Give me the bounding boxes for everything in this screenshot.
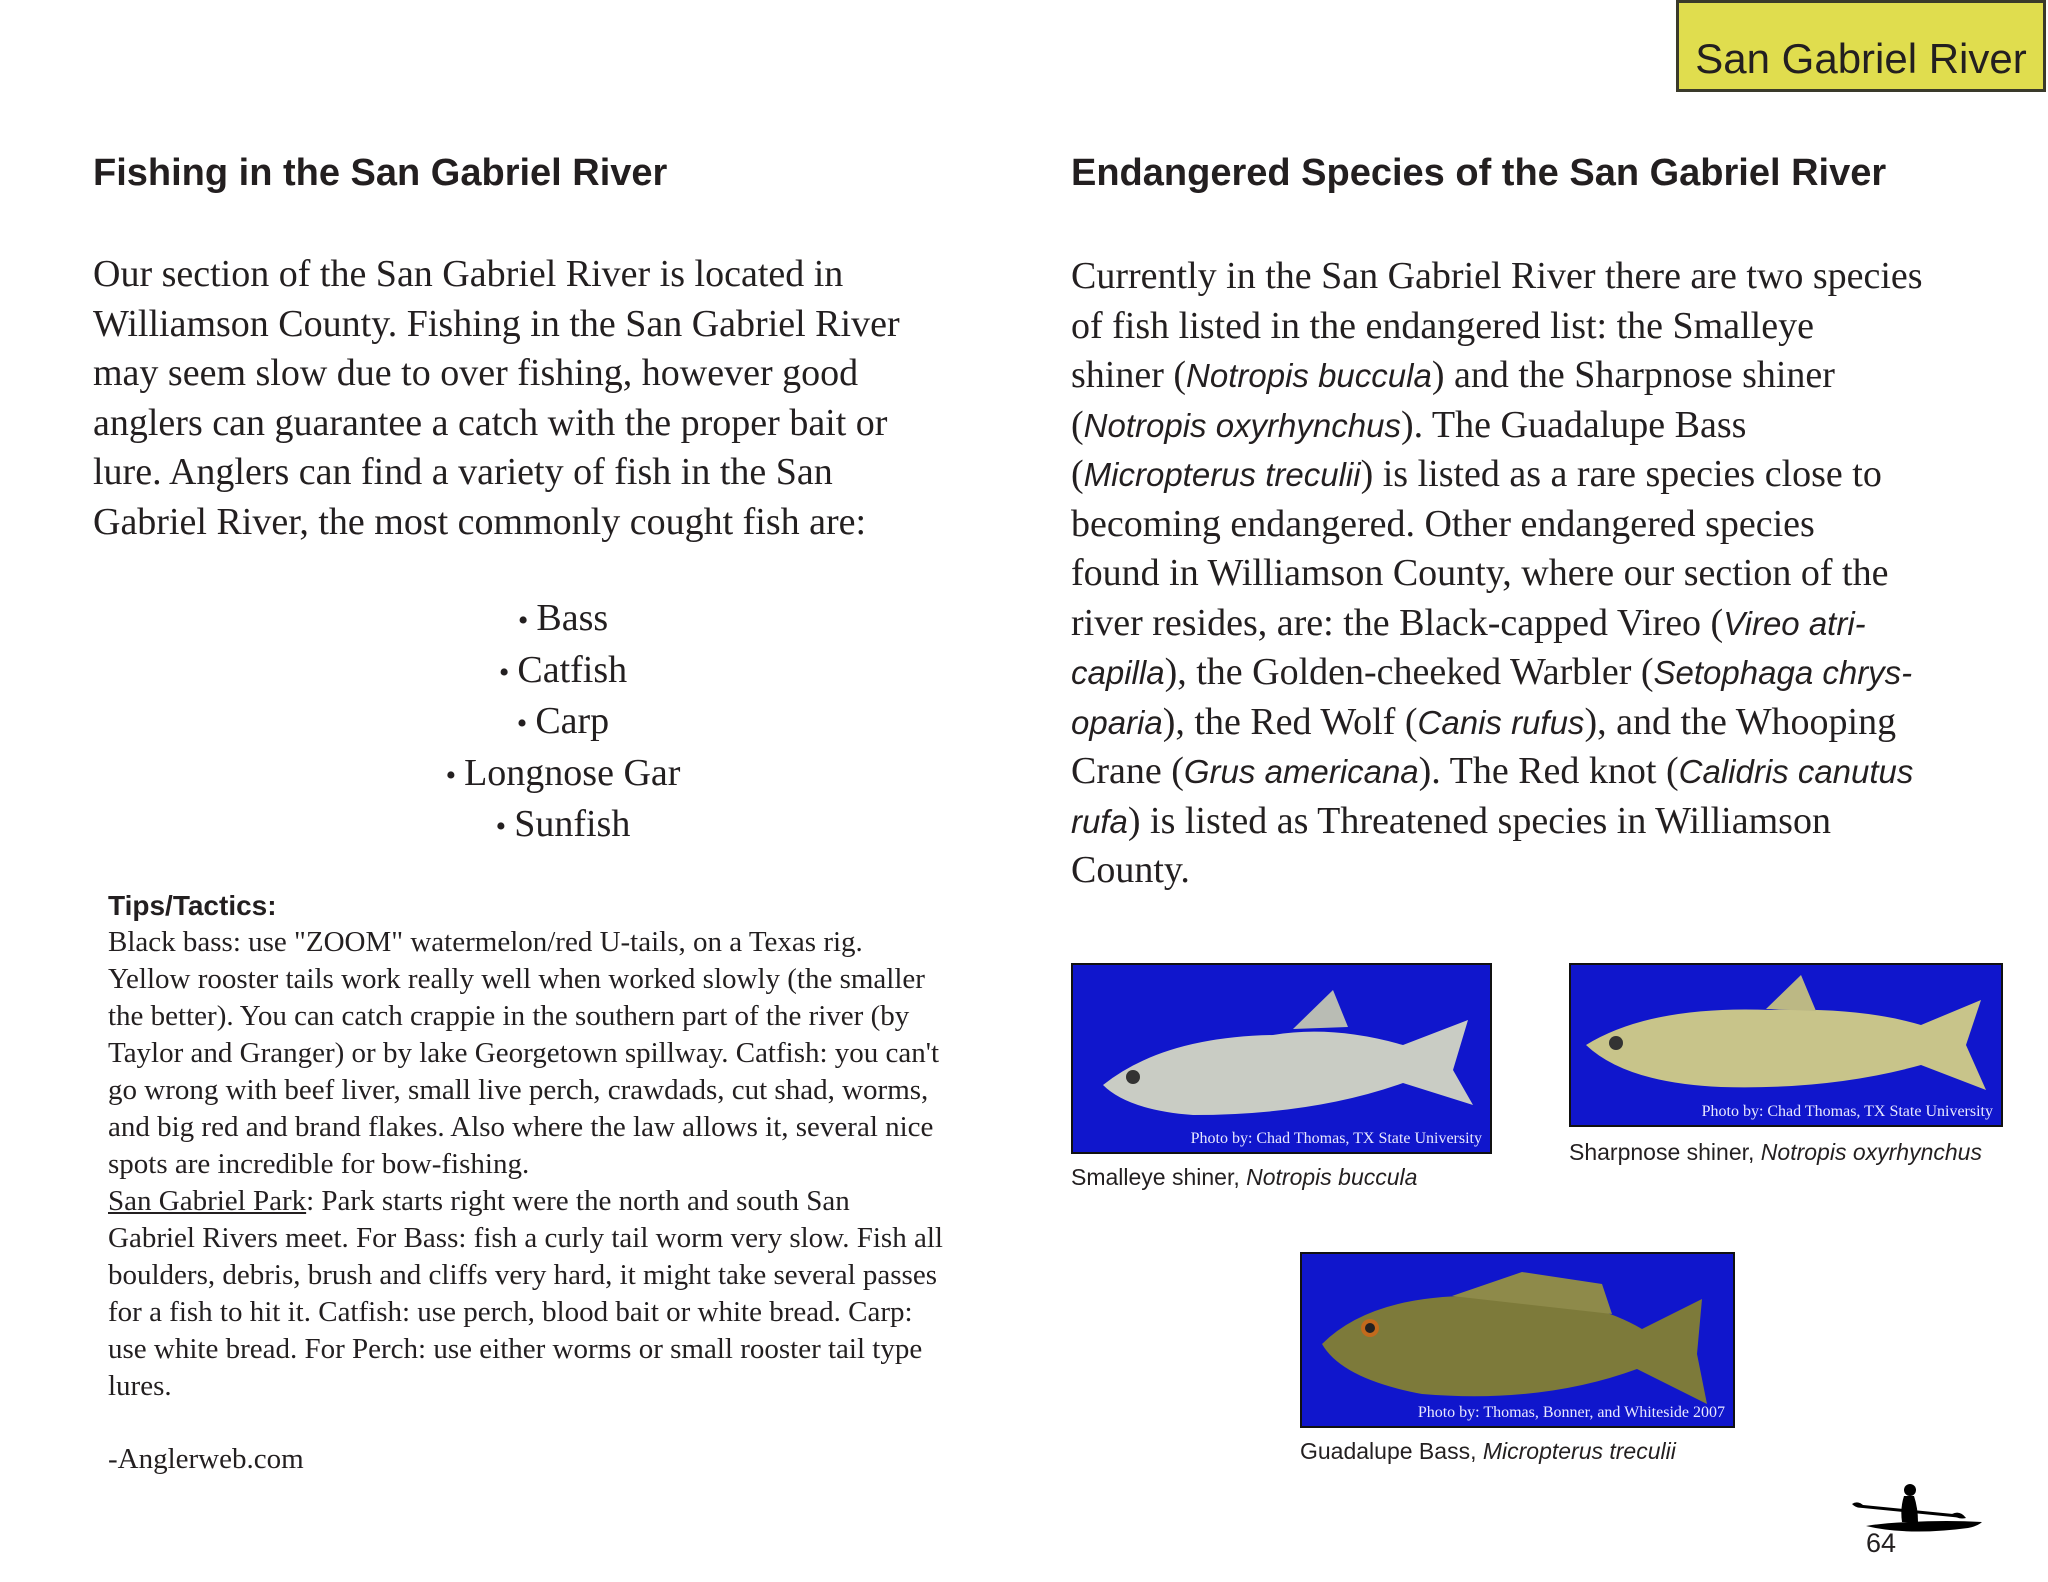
- fish-name: Sunfish: [514, 803, 631, 845]
- tips-line: lures.: [108, 1370, 172, 1402]
- tips-source: -Anglerweb.com: [108, 1443, 304, 1475]
- bullet-icon: •: [495, 810, 507, 843]
- fish-name: Carp: [535, 700, 610, 742]
- guadalupe-bass-caption: [1300, 1438, 1676, 1465]
- endangered-line: [1071, 401, 2011, 451]
- fishing-heading: Fishing in the San Gabriel River: [93, 152, 668, 194]
- tips-line: Taylor and Granger) or by lake Georgetown spillway. Catfish: you can't: [108, 1037, 940, 1069]
- photo-credit: Photo by: Chad Thomas, TX State University: [1190, 1130, 1482, 1147]
- text-segment: Currently in the San Gabriel River there are two species: [1071, 255, 1923, 297]
- park-line: [108, 1183, 1008, 1220]
- endangered-line: [1071, 549, 2011, 599]
- fish-list-item: [93, 749, 1033, 801]
- fish-name: Catfish: [517, 648, 628, 691]
- text-segment: County.: [1071, 849, 1190, 891]
- text-segment: (: [1071, 403, 1084, 446]
- text-segment: ) is listed as a rare species close to: [1360, 453, 1882, 495]
- bullet-icon: •: [516, 707, 528, 740]
- scientific-name: rufa: [1071, 802, 1128, 840]
- fish-image: [1073, 965, 1494, 1156]
- text-segment: river resides, are: the Black-capped Vireo (: [1071, 601, 1724, 644]
- fish-list: [93, 594, 1033, 852]
- tips-line: Yellow rooster tails work really well when worked slowly (the smaller: [108, 963, 925, 995]
- endangered-line: [1071, 648, 2011, 698]
- scientific-name: Notropis buccula: [1186, 357, 1432, 394]
- endangered-line: [1071, 846, 2011, 896]
- caption-scientific: Notropis buccula: [1246, 1164, 1418, 1190]
- endangered-heading: Endangered Species of the San Gabriel River: [1071, 152, 1887, 194]
- caption-common: Guadalupe Bass,: [1300, 1438, 1483, 1464]
- text-segment: of fish listed in the endangered list: the Smalleye: [1071, 304, 1814, 347]
- smalleye-caption: [1071, 1164, 1417, 1191]
- fish-list-item: [93, 594, 1033, 646]
- fish-list-item: [93, 646, 1033, 698]
- scientific-name: Vireo atri-: [1723, 604, 1866, 642]
- scientific-name: Setophaga chrys-: [1653, 654, 1913, 691]
- endangered-text: [1071, 252, 2011, 896]
- endangered-line: [1071, 698, 2011, 748]
- tips-line: go wrong with beef liver, small live perch, crawdads, cut shad, worms,: [108, 1074, 929, 1106]
- text-segment: ), and the Whooping: [1584, 700, 1897, 743]
- intro-line: Gabriel River, the most commonly cought fish are:: [93, 500, 867, 543]
- tips-line: spots are incredible for bow-fishing.: [108, 1148, 530, 1180]
- endangered-line: [1071, 797, 2011, 847]
- fish-name: Bass: [536, 597, 609, 639]
- park-paragraph: [108, 1220, 1008, 1405]
- text-segment: Crane (: [1071, 750, 1184, 792]
- endangered-line: [1071, 500, 2011, 550]
- tips-line: boulders, debris, brush and cliffs very hard, it might take several passes: [108, 1259, 937, 1291]
- tips-section: [108, 888, 1008, 1478]
- text-segment: ). The Red knot (: [1418, 750, 1679, 792]
- caption-scientific: Micropterus treculii: [1482, 1438, 1676, 1464]
- fishing-intro: [93, 250, 993, 547]
- park-rest: : Park starts right were the north and south San: [306, 1185, 850, 1217]
- text-segment: ), the Red Wolf (: [1162, 700, 1418, 743]
- tips-line: and big red and brand flakes. Also where the law allows it, several nice: [108, 1111, 934, 1143]
- scientific-name: Grus americana: [1183, 753, 1419, 790]
- tips-line: Gabriel Rivers meet. For Bass: fish a curly tail worm very slow. Fish all: [108, 1222, 943, 1254]
- tips-paragraph: [108, 924, 1008, 1183]
- smalleye-shiner-photo: [1071, 963, 1492, 1154]
- text-segment: found in Williamson County, where our section of the: [1071, 552, 1889, 594]
- endangered-line: [1071, 747, 2011, 797]
- section-tab: [1676, 0, 2046, 92]
- intro-line: anglers can guarantee a catch with the proper bait or: [93, 401, 888, 444]
- text-segment: (: [1071, 453, 1084, 495]
- endangered-line: [1071, 599, 2011, 649]
- text-segment: ) is listed as Threatened species in Williamson: [1127, 799, 1831, 842]
- intro-line: Williamson County. Fishing in the San Gabriel River: [93, 302, 900, 345]
- guadalupe-bass-photo: [1300, 1252, 1735, 1428]
- section-tab-label: San Gabriel River: [1695, 35, 2027, 82]
- fish-name: Longnose Gar: [464, 751, 681, 794]
- fish-list-item: [93, 800, 1033, 852]
- tips-line: for a fish to hit it. Catfish: use perch, blood bait or white bread. Carp:: [108, 1296, 913, 1328]
- intro-line: may seem slow due to over fishing, however good: [93, 352, 859, 394]
- tips-line: use white bread. For Perch: use either worms or small rooster tail type: [108, 1333, 923, 1365]
- sharpnose-shiner-photo: [1569, 963, 2003, 1127]
- tips-line: the better). You can catch crappie in the southern part of the river (by: [108, 1000, 910, 1032]
- page-number: 64: [1866, 1528, 1897, 1558]
- scientific-name: Notropis oxyrhynchus: [1083, 406, 1401, 444]
- scientific-name: Calidris canutus: [1678, 753, 1914, 790]
- endangered-line: [1071, 252, 2011, 302]
- caption-common: Sharpnose shiner,: [1569, 1139, 1761, 1165]
- endangered-line: [1071, 351, 2011, 401]
- bullet-icon: •: [445, 758, 457, 792]
- tips-title: Tips/Tactics:: [108, 890, 277, 921]
- bullet-icon: •: [498, 655, 510, 689]
- intro-line: lure. Anglers can find a variety of fish in the San: [93, 451, 833, 493]
- endangered-line: [1071, 302, 2011, 352]
- text-segment: ), the Golden-cheeked Warbler (: [1164, 651, 1654, 693]
- text-segment: ) and the Sharpnose shiner: [1431, 354, 1835, 396]
- caption-common: Smalleye shiner,: [1071, 1164, 1247, 1190]
- text-segment: shiner (: [1071, 354, 1187, 396]
- photo-credit: Photo by: Thomas, Bonner, and Whiteside 2007: [1417, 1404, 1725, 1421]
- text-segment: becoming endangered. Other endangered species: [1071, 502, 1815, 545]
- intro-line: Our section of the San Gabriel River is located in: [93, 253, 844, 295]
- bullet-icon: •: [517, 604, 529, 637]
- text-segment: ). The Guadalupe Bass: [1400, 403, 1747, 446]
- fish-list-item: [93, 697, 1033, 749]
- caption-scientific: Notropis oxyrhynchus: [1760, 1139, 1982, 1165]
- park-name: San Gabriel Park: [108, 1185, 307, 1217]
- sharpnose-caption: [1569, 1139, 1982, 1166]
- scientific-name: oparia: [1071, 703, 1163, 741]
- scientific-name: Canis rufus: [1417, 703, 1585, 741]
- photo-credit: Photo by: Chad Thomas, TX State University: [1701, 1103, 1993, 1120]
- scientific-name: Micropterus treculii: [1083, 456, 1361, 493]
- endangered-line: [1071, 450, 2011, 500]
- scientific-name: capilla: [1071, 654, 1165, 691]
- tips-line: Black bass: use "ZOOM" watermelon/red U-tails, on a Texas rig.: [108, 926, 863, 958]
